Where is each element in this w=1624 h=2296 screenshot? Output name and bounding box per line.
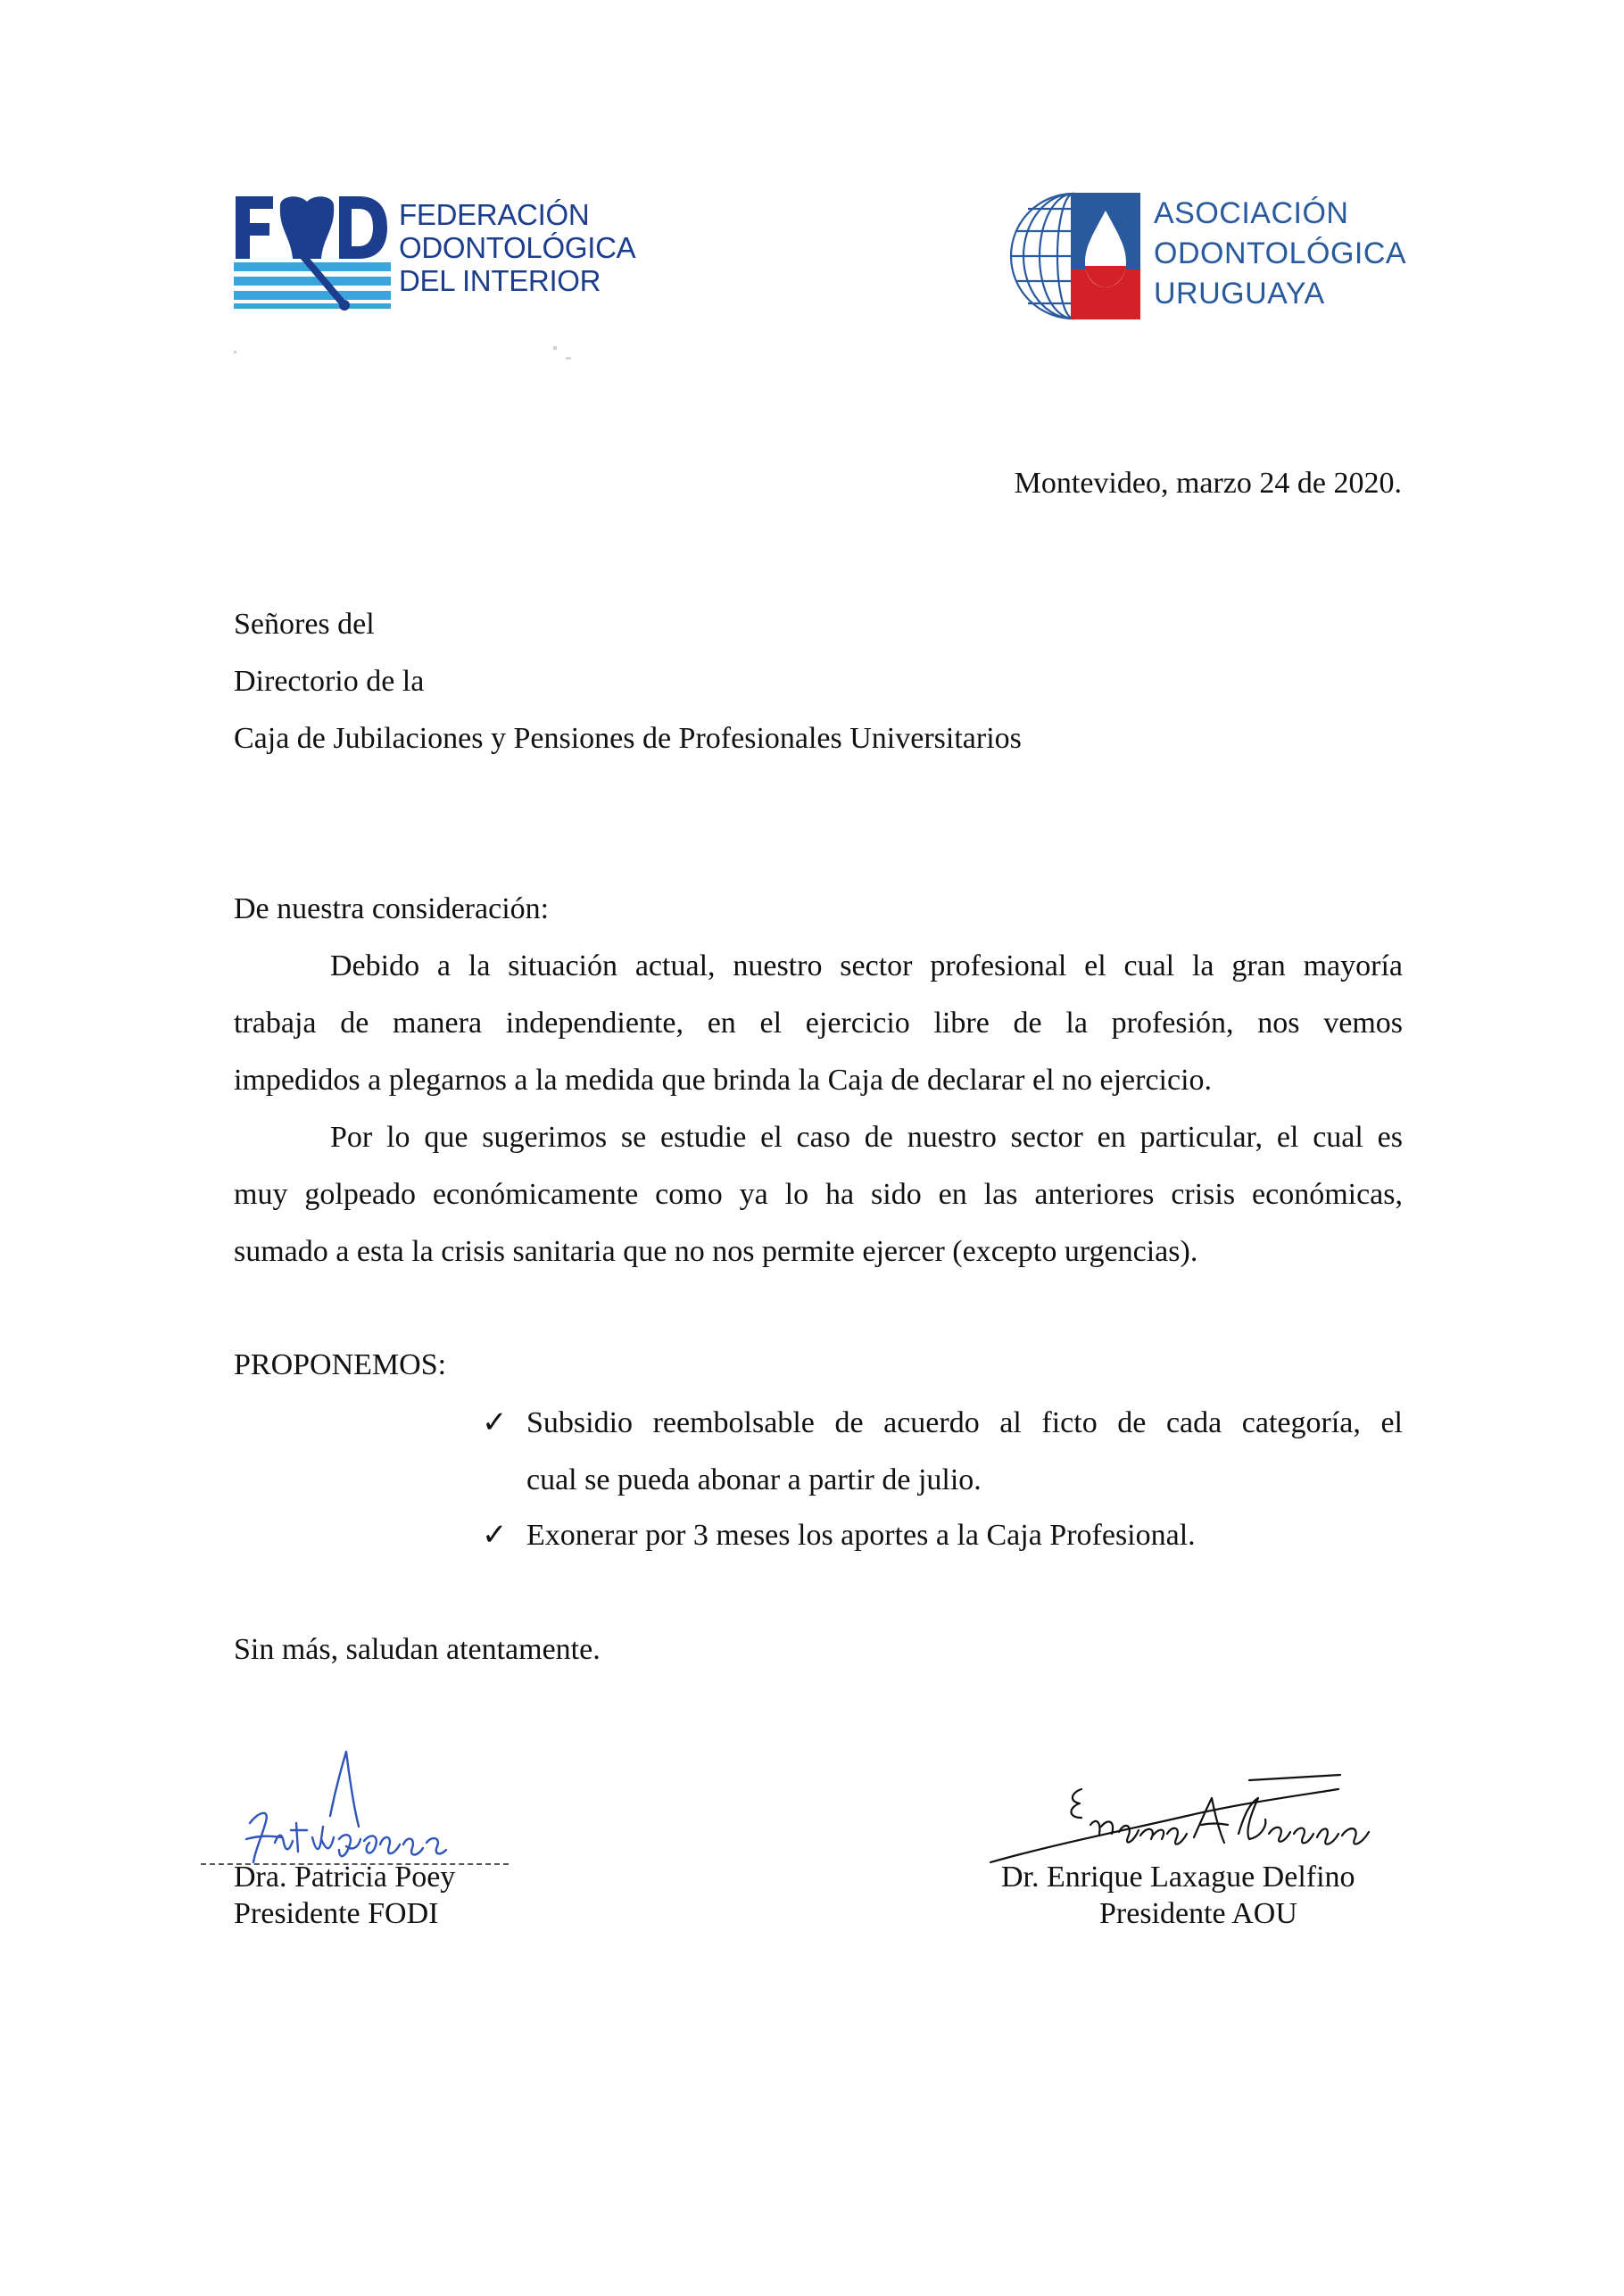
letter-date: Montevideo, marzo 24 de 2020. — [1014, 467, 1402, 500]
closing-line: Sin más, saludan atentamente. — [234, 1633, 601, 1666]
signer-1-name: Dra. Patricia Poey — [234, 1861, 456, 1894]
aou-name-line-1: ASOCIACIÓN — [1154, 196, 1349, 230]
proposal-1-line-2: cual se pueda abonar a partir de julio. — [526, 1463, 982, 1496]
proposal-2-line-1: Exonerar por 3 meses los aportes a la Caja Profesional. — [526, 1519, 1196, 1552]
paragraph-2-line-3: sumado a esta la crisis sanitaria que no nos permite ejercer (excepto urgencias). — [234, 1235, 1198, 1268]
scan-speck — [553, 346, 557, 350]
paragraph-2-line-1: Por lo que sugerimos se estudie el caso de nuestro sector en particular, el cual es — [330, 1121, 1403, 1154]
signer-2-title: Presidente AOU — [1099, 1897, 1297, 1930]
paragraph-1-line-3: impedidos a plegarnos a la medida que brinda la Caja de declarar el no ejercicio. — [234, 1064, 1213, 1097]
proposals-heading: PROPONEMOS: — [234, 1348, 447, 1381]
checkmark-icon: ✓ — [482, 1519, 508, 1552]
recipient-line-1: Señores del — [234, 608, 375, 641]
aou-name-line-2: ODONTOLÓGICA — [1154, 236, 1407, 270]
salutation: De nuestra consideración: — [234, 892, 550, 925]
fodi-emblem-icon — [234, 196, 391, 311]
fodi-name-line-3: DEL INTERIOR — [399, 264, 601, 297]
recipient-line-2: Directorio de la — [234, 665, 425, 698]
aou-globe-icon — [1008, 191, 1140, 321]
fodi-name-line-1: FEDERACIÓN — [399, 198, 590, 231]
scan-speck — [566, 357, 571, 360]
fodi-logo — [234, 189, 636, 323]
fodi-name-line-2: ODONTOLÓGICA — [399, 231, 636, 264]
signer-2-name: Dr. Enrique Laxague Delfino — [1001, 1861, 1355, 1894]
aou-logo — [1008, 187, 1428, 321]
checkmark-icon: ✓ — [482, 1406, 508, 1439]
paragraph-1-line-1: Debido a la situación actual, nuestro sector profesional el cual la gran mayoría — [330, 949, 1403, 982]
recipient-line-3: Caja de Jubilaciones y Pensiones de Profesionales Universitarios — [234, 722, 1022, 755]
aou-name-line-3: URUGUAYA — [1154, 277, 1325, 311]
paragraph-1-line-2: trabaja de manera independiente, en el ejercicio libre de la profesión, nos vemos — [234, 1007, 1403, 1040]
paragraph-2-line-2: muy golpeado económicamente como ya lo ha sido en las anteriores crisis económicas, — [234, 1178, 1403, 1211]
proposal-1-line-1: Subsidio reembolsable de acuerdo al ficto de cada categoría, el — [526, 1406, 1403, 1439]
signer-1-title: Presidente FODI — [234, 1897, 439, 1930]
scan-speck — [234, 351, 236, 353]
